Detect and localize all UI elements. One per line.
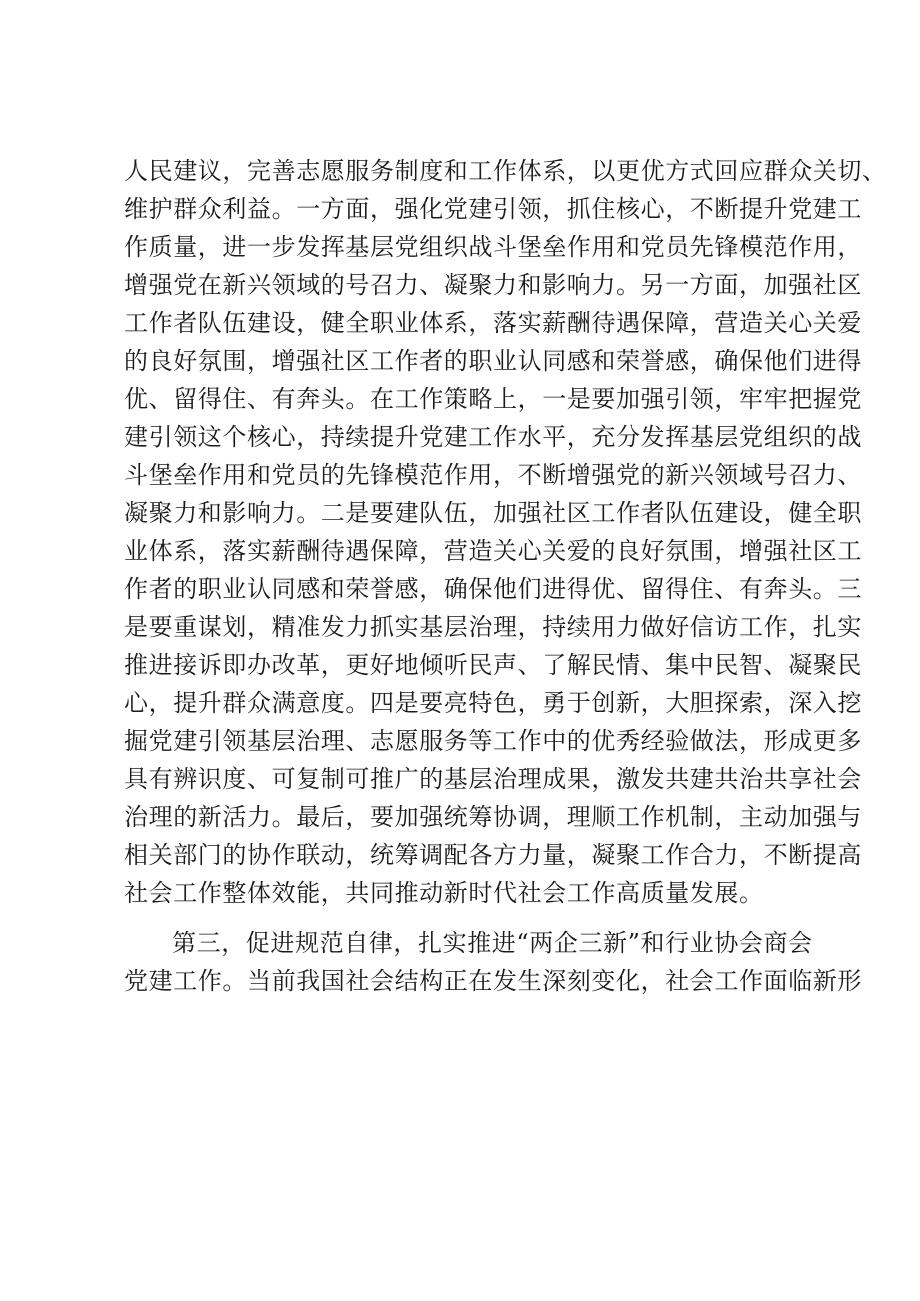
text-line: 心，提升群众满意度。四是要亮特色，勇于创新，大胆探索，深入挖 <box>124 689 862 717</box>
text-line: 作质量，进一步发挥基层党组织战斗堡垒作用和党员先锋模范作用， <box>124 233 862 261</box>
text-line: 维护群众利益。一方面，强化党建引领，抓住核心，不断提升党建工 <box>124 195 862 223</box>
text-line: 工作者队伍建设，健全职业体系，落实薪酬待遇保障，营造关心关爱 <box>124 309 862 337</box>
document-body <box>124 152 887 1000</box>
text-line: 作者的职业认同感和荣誉感，确保他们进得优、留得住、有奔头。三 <box>124 575 862 603</box>
text-line: 的良好氛围，增强社区工作者的职业认同感和荣誉感，确保他们进得 <box>124 347 862 375</box>
paragraph-2 <box>124 924 862 1000</box>
paragraph-1 <box>124 152 887 912</box>
text-line: 治理的新活力。最后，要加强统筹协调，理顺工作机制，主动加强与 <box>124 803 862 831</box>
text-line: 推进接诉即办改革，更好地倾听民声、了解民情、集中民智、凝聚民 <box>124 651 862 679</box>
text-line: 社会工作整体效能，共同推动新时代社会工作高质量发展。 <box>124 879 764 907</box>
text-line: 斗堡垒作用和党员的先锋模范作用，不断增强党的新兴领域号召力、 <box>124 461 862 489</box>
text-line: 是要重谋划，精准发力抓实基层治理，持续用力做好信访工作，扎实 <box>124 613 862 641</box>
text-line: 具有辨识度、可复制可推广的基层治理成果，激发共建共治共享社会 <box>124 765 862 793</box>
text-line: 优、留得住、有奔头。在工作策略上，一是要加强引领，牢牢把握党 <box>124 385 862 413</box>
text-line: 凝聚力和影响力。二是要建队伍，加强社区工作者队伍建设，健全职 <box>124 499 862 527</box>
text-line: 增强党在新兴领域的号召力、凝聚力和影响力。另一方面，加强社区 <box>124 271 862 299</box>
text-line: 建引领这个核心，持续提升党建工作水平，充分发挥基层党组织的战 <box>124 423 862 451</box>
text-line: 掘党建引领基层治理、志愿服务等工作中的优秀经验做法，形成更多 <box>124 727 862 755</box>
text-line: 人民建议，完善志愿服务制度和工作体系，以更优方式回应群众关切、 <box>124 157 887 185</box>
text-line: 党建工作。当前我国社会结构正在发生深刻变化，社会工作面临新形 <box>124 967 862 995</box>
text-line: 业体系，落实薪酬待遇保障，营造关心关爱的良好氛围，增强社区工 <box>124 537 862 565</box>
text-line: 相关部门的协作联动，统筹调配各方力量，凝聚工作合力，不断提高 <box>124 841 862 869</box>
paragraph-spacing <box>124 912 796 924</box>
text-line: 第三，促进规范自律，扎实推进“两企三新”和行业协会商会 <box>172 929 813 957</box>
